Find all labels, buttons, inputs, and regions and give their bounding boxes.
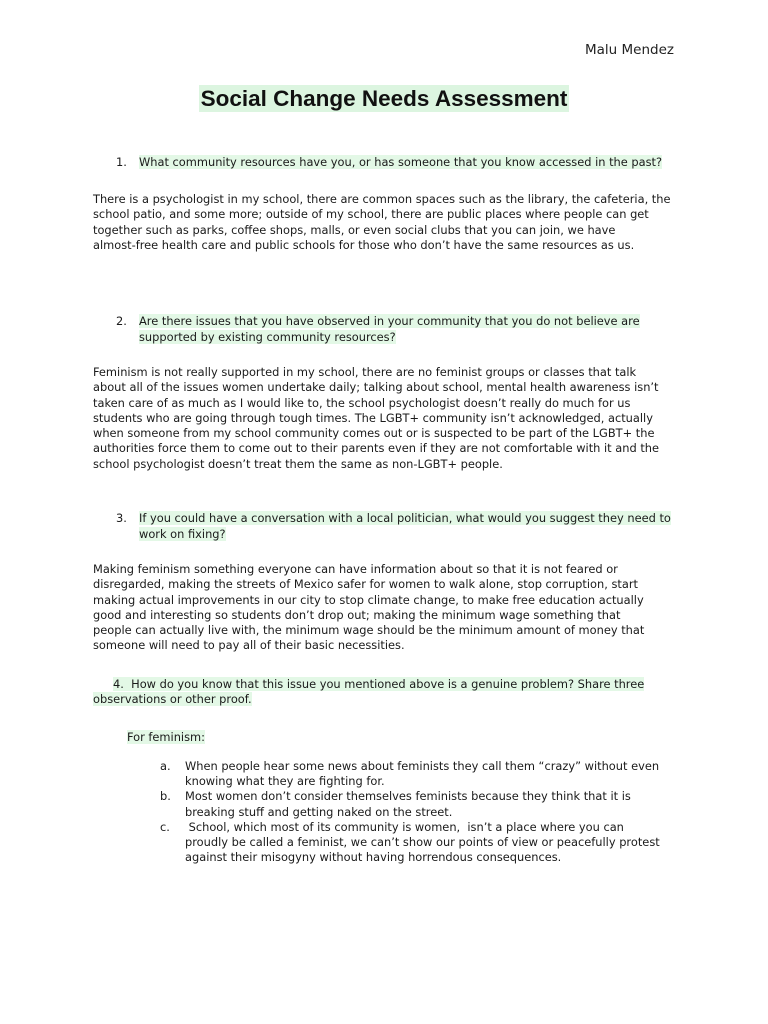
- list-item-line: against their misogyny without having horrendous consequences.: [185, 850, 562, 865]
- subheading: For feminism:: [127, 730, 205, 744]
- list-item: [160, 759, 680, 789]
- list-item-line: When people hear some news about feminists they call them “crazy” without even: [185, 759, 660, 773]
- question-3: [116, 510, 676, 542]
- answer-line: school psychologist doesn’t treat them the same as non-LGBT+ people.: [93, 456, 503, 471]
- answer-3: [93, 562, 678, 654]
- question-number: 3.: [116, 511, 127, 525]
- answer-2: [93, 365, 678, 472]
- question-4: [93, 677, 678, 708]
- evidence-list: [160, 759, 680, 865]
- list-item-line: Most women don’t consider themselves feminists because they think that it is: [185, 789, 631, 804]
- answer-line: someone will need to pay all of their basic necessities.: [93, 638, 405, 653]
- answer-line: almost-free health care and public schools for those who don’t have the same resources as us.: [93, 237, 635, 252]
- question-1: [116, 154, 676, 170]
- question-text: What community resources have you, or has someone that you know accessed in the past?: [139, 155, 663, 169]
- answer-line: people can actually live with, the minimum wage should be the minimum amount of money that: [93, 623, 645, 638]
- answer-line: school patio, and some more; outside of my school, there are public places where people can get: [93, 207, 649, 222]
- answer-line: when someone from my school community comes out or is suspected to be part of the LGBT+ the: [93, 426, 655, 441]
- question-2: [116, 313, 676, 345]
- answer-line: Feminism is not really supported in my school, there are no feminist groups or classes that talk: [93, 365, 637, 379]
- question-number: 4.: [113, 677, 124, 691]
- list-item-line: breaking stuff and getting naked on the street.: [185, 804, 453, 819]
- document-title: Social Change Needs Assessment: [200, 86, 568, 111]
- answer-line: taken care of as much as I would like to, the school psychologist doesn’t really do much for us: [93, 395, 631, 410]
- question-text-line: observations or other proof.: [93, 692, 252, 707]
- answer-1: [93, 192, 678, 253]
- title-block: [0, 86, 768, 112]
- answer-line: together such as parks, coffee shops, malls, or even social clubs that you can join, we have: [93, 222, 616, 237]
- answer-line: good and interesting so students don’t drop out; making the minimum wage something that: [93, 607, 621, 622]
- list-marker: a.: [160, 759, 171, 773]
- question-text: If you could have a conversation with a local politician, what would you suggest they need to work on fixing?: [139, 511, 671, 541]
- list-marker: c.: [160, 819, 170, 834]
- list-item-line: School, which most of its community is women, isn’t a place where you can: [185, 819, 624, 834]
- question-text-line: 4. How do you know that this issue you mentioned above is a genuine problem? Share three: [113, 677, 645, 691]
- answer-line: making actual improvements in our city to stop climate change, to make free education actually: [93, 592, 644, 607]
- answer-line: Making feminism something everyone can have information about so that it is not feared or: [93, 562, 618, 576]
- answer-line: about all of the issues women undertake daily; talking about school, mental health awareness isn’t: [93, 380, 659, 395]
- author-name: Malu Mendez: [585, 42, 674, 58]
- answer-line: authorities force them to come out to their parents even if they are not comfortable with it and the: [93, 441, 660, 456]
- answer-line: disregarded, making the streets of Mexico safer for women to walk alone, stop corruption, start: [93, 577, 638, 592]
- answer-line: There is a psychologist in my school, there are common spaces such as the library, the cafeteria, the: [93, 192, 671, 206]
- answer-line: students who are going through tough times. The LGBT+ community isn’t acknowledged, actually: [93, 410, 653, 425]
- question-number: 1.: [116, 155, 127, 169]
- question-number: 2.: [116, 314, 127, 328]
- question-text: Are there issues that you have observed in your community that you do not believe are supported by existing community resources?: [139, 314, 640, 344]
- list-item: [160, 820, 680, 866]
- list-marker: b.: [160, 789, 171, 804]
- list-item-line: knowing what they are fighting for.: [185, 774, 385, 789]
- list-item-line: proudly be called a feminist, we can’t show our points of view or peacefully protest: [185, 835, 660, 850]
- list-item: [160, 789, 680, 819]
